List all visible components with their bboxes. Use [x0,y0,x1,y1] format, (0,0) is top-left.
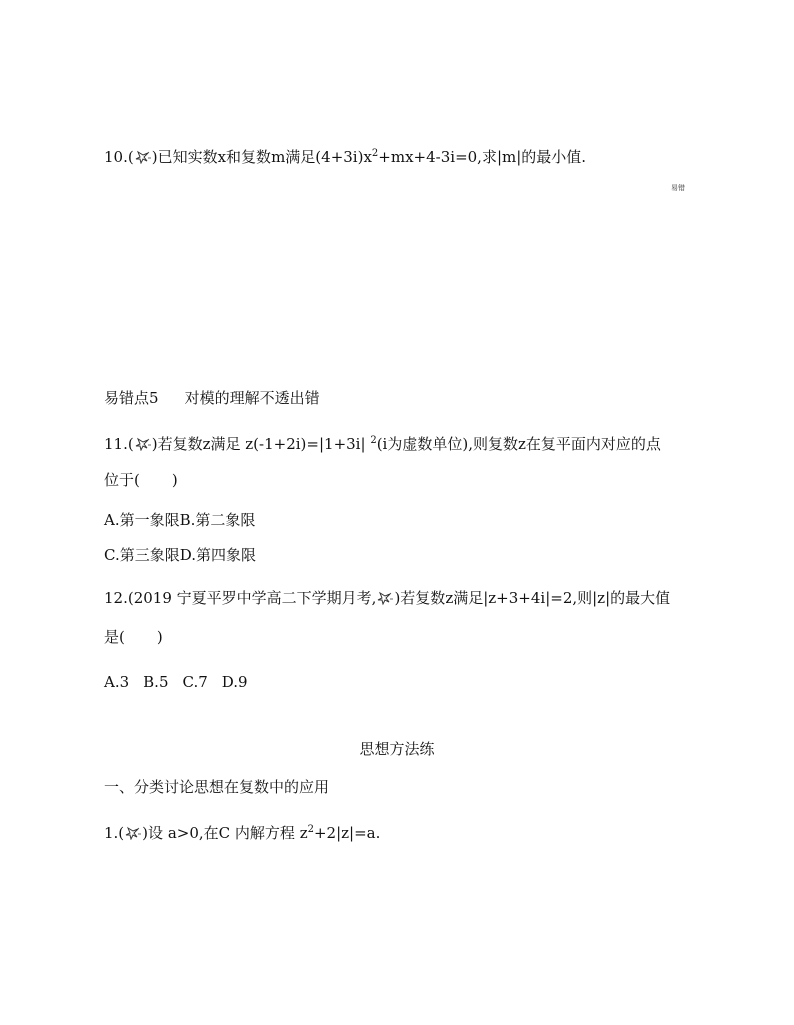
option-c[interactable]: C.第三象限 [104,546,180,564]
option-d[interactable]: D.9 [221,673,248,691]
small-mark: 易错 [671,184,685,192]
question-12-line-2: 是( ) [104,628,163,646]
question-11-options-ab [104,510,255,530]
question-12-options [104,672,262,692]
question-11: 11.( )若复数z满足 z(-1+2i)=|1+3i| $^2$(i为虚数单位),则复数z在复平面内对应的点 [104,435,661,453]
difficulty-star-icon [134,437,152,451]
section-heading-1: 一、分类讨论思想在复数中的应用 [104,778,330,796]
option-a[interactable]: A.第一象限 [104,511,180,529]
difficulty-star-icon [134,150,152,164]
question-11-options-cd [104,545,256,565]
option-c[interactable]: C.7 [182,673,208,691]
difficulty-star-icon [376,591,394,605]
option-b[interactable]: B.5 [143,673,169,691]
question-12-number: 12.(2019 [104,589,172,607]
question-10: 10.( )已知实数x和复数m满足$(4+3i)x^2+mx+4-3i=0$,求|m|的最小值. [104,148,587,166]
question-11-line-2: 位于( ) [104,471,178,489]
difficulty-star-icon [124,826,142,840]
question-1-number: 1.( [104,824,125,842]
practice-section-title: 思想方法练 [359,740,435,758]
option-a[interactable]: A.3 [104,673,130,691]
question-10-number: 10.( [104,148,134,166]
option-b[interactable]: B.第二象限 [179,511,256,529]
question-11-number: 11.( [104,435,134,453]
option-d[interactable]: D.第四象限 [179,546,256,564]
section-heading-error-point-5: 易错点5 对模的理解不透出错 [104,389,320,407]
question-12: 12.(2019 宁夏平罗中学高二下学期月考, )若复数z满足|z+3+4i|=2,则|z|的最大值 [104,589,671,607]
question-1: 1.( )设 a>0,在C 内解方程 $z^2+2|z|=a$. [104,824,381,842]
